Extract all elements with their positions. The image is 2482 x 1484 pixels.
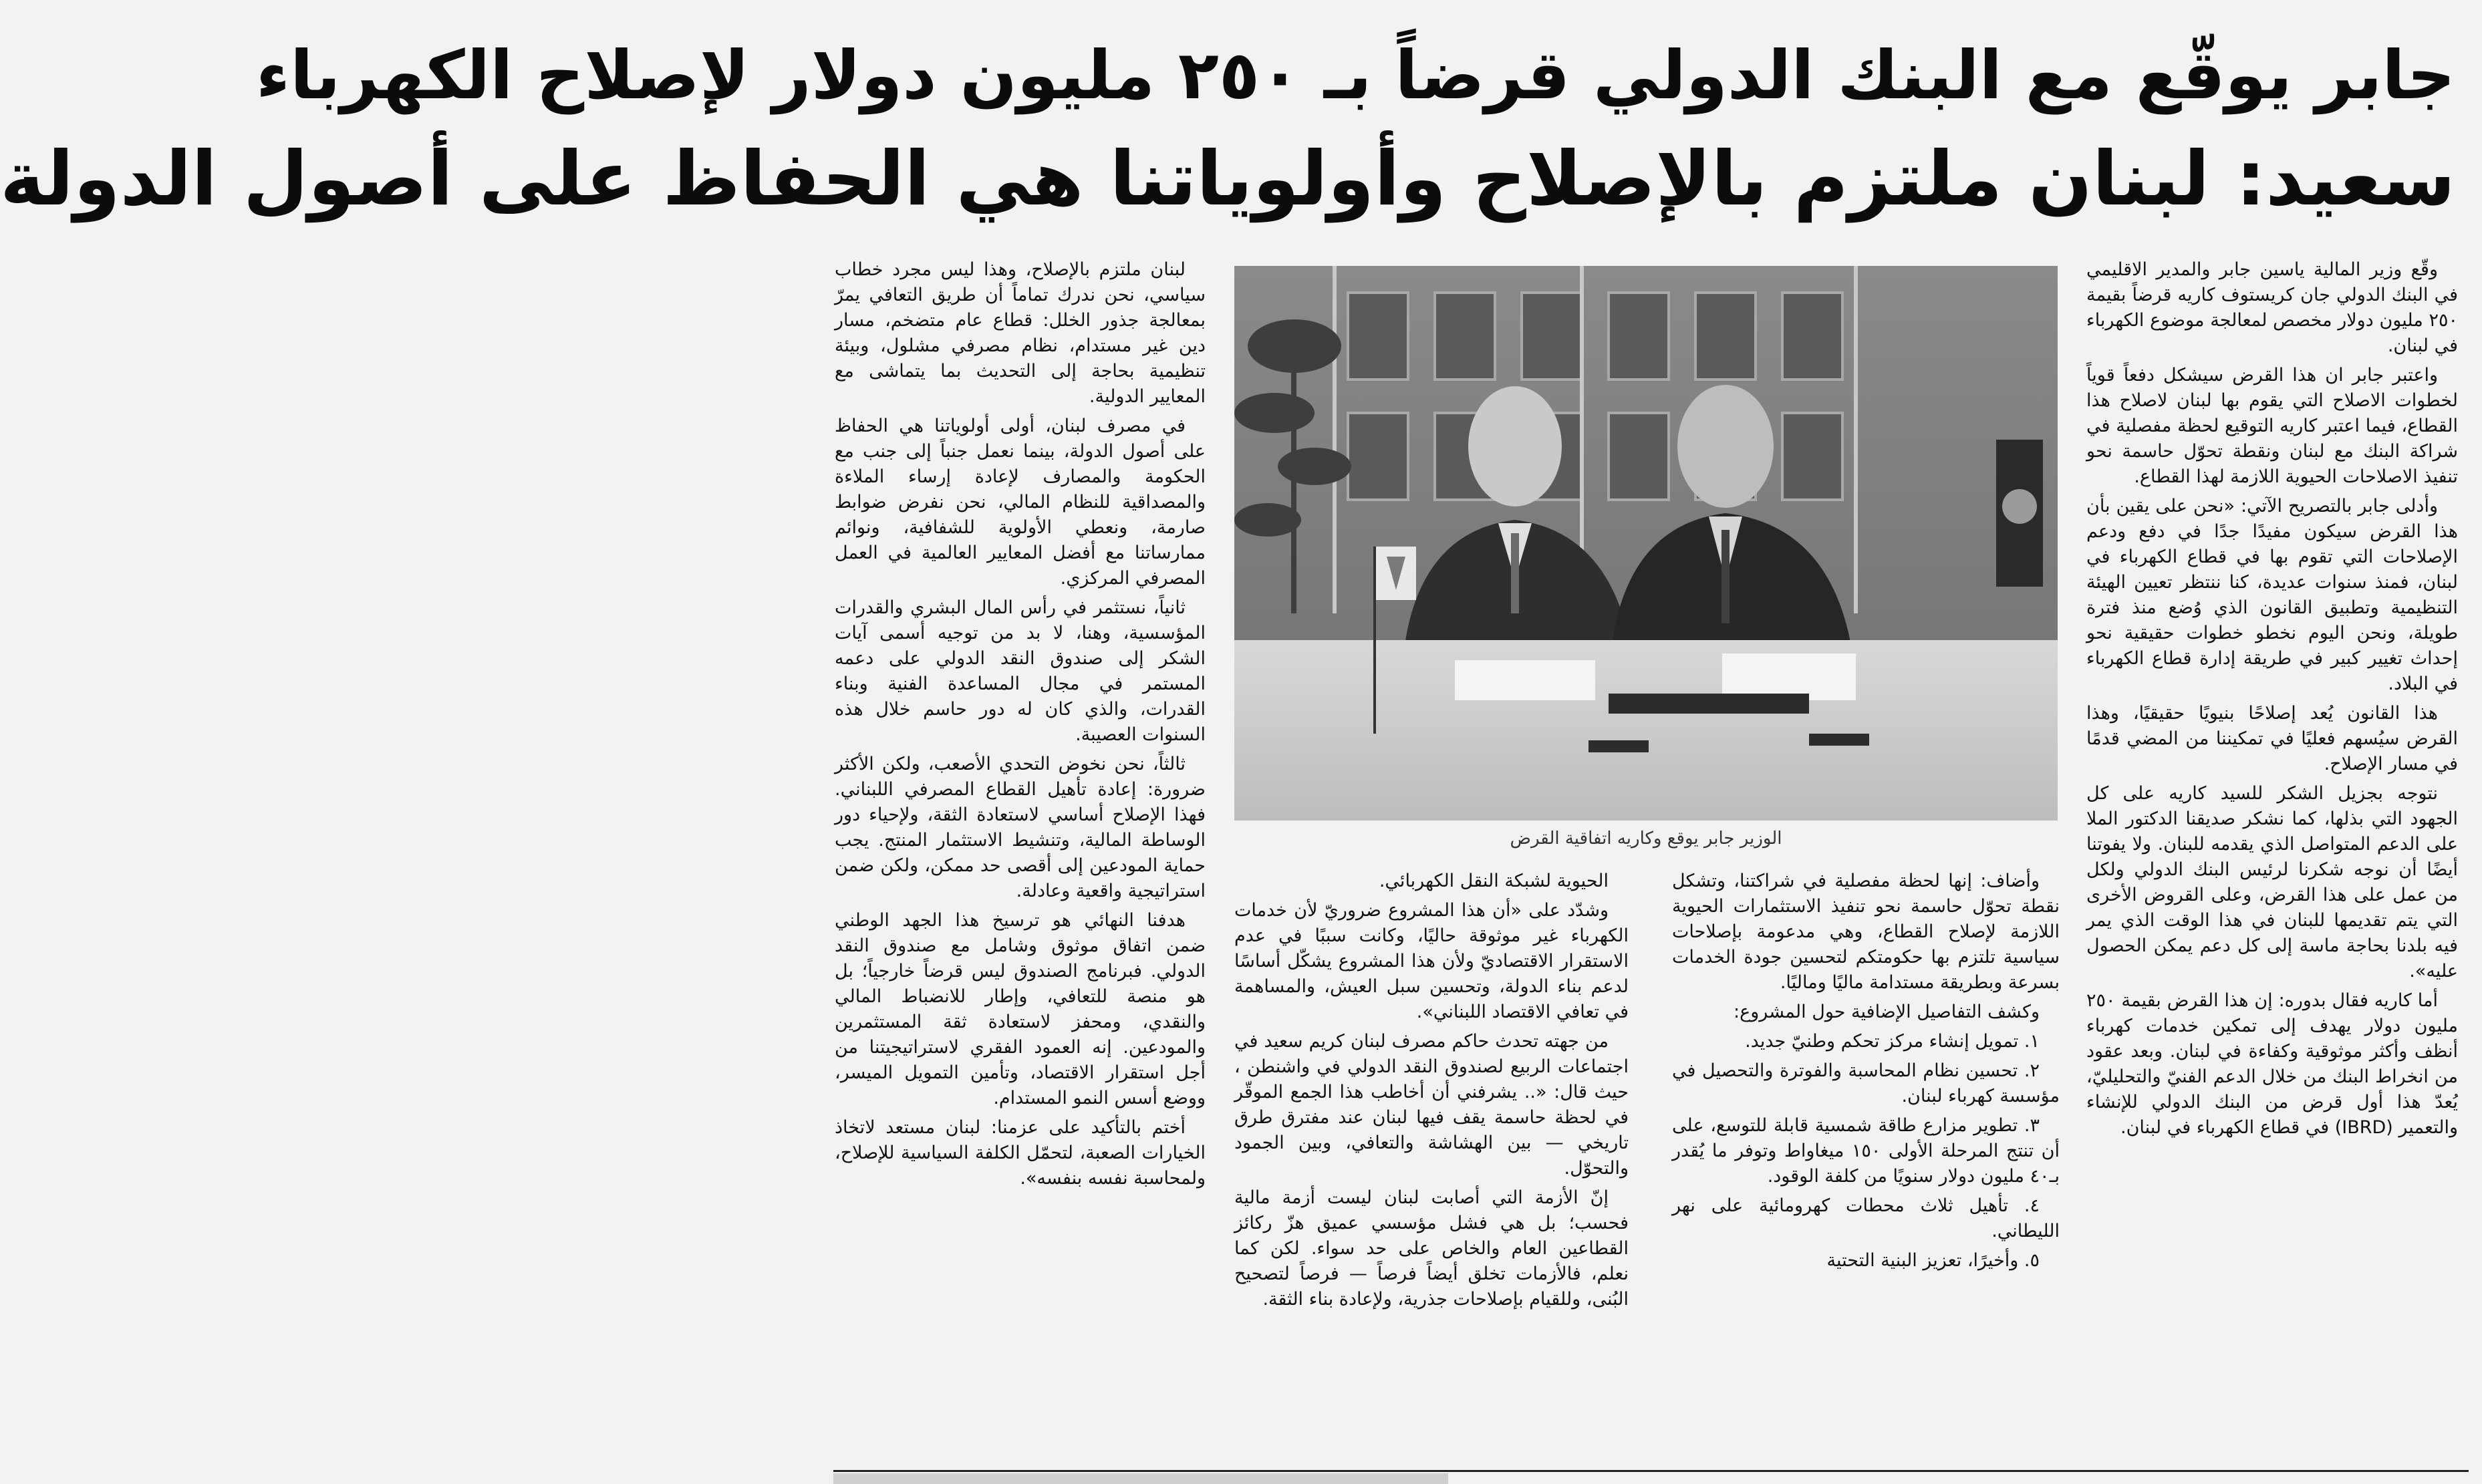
signing-ceremony-photo (1234, 266, 2058, 821)
paragraph: هدفنا النهائي هو ترسيخ هذا الجهد الوطني ضمن اتفاق موثوق وشامل مع صندوق النقد الدولي. فبرنامج الصندوق ليس قرضاً خارجياً؛ بل هو منصة للتعافي، وإطار للانضباط المالي والنقدي، ومحفز لاستعادة ثقة المستثمرين والمودعين. إنه العمود الفقري لاستراتيجيتنا من أجل استقرار الاقتصاد، وتأمين التمويل الميسر، ووضع أسس النمو المستدام. (835, 910, 1206, 1108)
list-item: ٥. وأخيرًا، تعزيز البنية التحتية (1826, 1250, 2040, 1271)
list-item: ٣. تطوير مزارع طاقة شمسية قابلة للتوسع، على أن تنتج المرحلة الأولى ١٥٠ ميغاواط وتوفر ما يُقدر بـ٤٠ مليون دولار سنويًا من كلفة الوقود. (1672, 1115, 2060, 1187)
paragraph: ثانياً، نستثمر في رأس المال البشري والقدرات المؤسسية، وهنا، لا بد من توجيه أسمى آيات الشكر إلى صندوق النقد الدولي على دعمه المستمر في مجال المساعدة الفنية وبناء القدرات، والذي كان له دور حاسم خلال هذه السنوات العصيبة. (835, 597, 1206, 745)
paragraph: لبنان ملتزم بالإصلاح، وهذا ليس مجرد خطاب سياسي، نحن ندرك تماماً أن طريق التعافي يمرّ بمعالجة جذور الخلل: قطاع عام متضخم، مسار دين غير مستدام، نظام مصرفي مشلول، وبيئة تنظيمية بحاجة إلى التحديث بما يتماشى مع المعايير الدولية. (835, 259, 1206, 407)
paragraph: الحيوية لشبكة النقل الكهربائي. (1379, 871, 1609, 891)
paragraph: أختم بالتأكيد على عزمنا: لبنان مستعد لاتخاذ الخيارات الصعبة، لتحمّل الكلفة السياسية للإصلاح، ولمحاسبة نفسه بنفسه». (835, 1117, 1206, 1189)
article-column-left (835, 257, 1206, 1453)
list-item: ١. تمويل إنشاء مركز تحكم وطنيّ جديد. (1745, 1031, 2040, 1052)
paragraph: وأضاف: إنها لحظة مفصلية في شراكتنا، وتشكل نقطة تحوّل حاسمة نحو تنفيذ الاستثمارات الحيوية اللازمة لإصلاح القطاع، وهي مدعومة بإصلاحات سياسية تلتزم بها حكومتكم لتحسين جودة الخدمات بسرعة وبطريقة مستدامة ماليًا وماليًا. (1672, 871, 2060, 993)
paragraph: واعتبر جابر ان هذا القرض سيشكل دفعاً قوياً لخطوات الاصلاح التي يقوم بها لبنان لاصلاح هذا القطاع، فيما اعتبر كاريه التوقيع لحظة مفصلية في شراكة البنك مع لبنان ونقطة تحوّل حاسمة نحو تنفيذ الاصلاحات الحيوية اللازمة لهذا القطاع. (2086, 365, 2458, 487)
paragraph: إنّ الأزمة التي أصابت لبنان ليست أزمة مالية فحسب؛ بل هي فشل مؤسسي عميق هزّ ركائز القطاعين العام والخاص على حد سواء. لكن كما نعلم، فالأزمات تخلق أيضاً فرصاً — فرصاً لتصحيح البُنى، وللقيام بإصلاحات جذرية، ولإعادة بناء الثقة. (1234, 1187, 1629, 1310)
news-photo (1234, 266, 2058, 821)
photo-caption: الوزير جابر يوقع وكاريه اتفاقية القرض (1510, 829, 1782, 849)
article-column-middle-left (1234, 869, 1629, 1453)
paragraph: وقّع وزير المالية ياسين جابر والمدير الاقليمي في البنك الدولي جان كريستوف كاريه قرضاً بقيمة ٢٥٠ مليون دولار مخصص لمعالجة موضوع الكهرباء في لبنان. (2086, 259, 2458, 356)
paragraph: وشدّد على «أن هذا المشروع ضروريّ لأن خدمات الكهرباء غير موثوقة حاليًا، وكانت سببًا في عدم الاستقرار الاقتصاديّ ولأن هذا المشروع يشكّل أساسًا لدعم بناء الدولة، وتحسين سبل العيش، والمساهمة في تعافي الاقتصاد اللبناني». (1234, 900, 1629, 1022)
bottom-divider (833, 1470, 2469, 1472)
headline-sub: سعيد: لبنان ملتزم بالإصلاح وأولوياتنا هي الحفاظ على أصول الدولة (0, 136, 2455, 222)
article-column-middle-right (1672, 869, 2060, 1453)
paragraph: نتوجه بجزيل الشكر للسيد كاريه على كل الجهود التي بذلها، كما نشكر صديقنا الدكتور الملا على الدعم المتواصل الذي يقدمه للبنان. ولا يفوتنا أيضًا أن نوجه شكرنا لرئيس البنك الدولي ولكل من عمل على هذا القرض، وعلى القروض الأخرى التي يتم تقديمها للبنان في هذا الوقت الذي يمر فيه بلدنا بحاجة ماسة إلى كل دعم يمكن الحصول عليه». (2086, 783, 2458, 982)
paragraph: ثالثاً، نحن نخوض التحدي الأصعب، ولكن الأكثر ضرورة: إعادة تأهيل القطاع المصرفي اللبناني. فهذا الإصلاح أساسي لاستعادة الثقة، ولإحياء دور الوساطة المالية، وتنشيط الاستثمار المنتج. يجب حماية المودعين إلى أقصى حد ممكن، ولكن ضمن استراتيجية واقعية وعادلة. (835, 754, 1206, 901)
list-item: ٤. تأهيل ثلاث محطات كهرومائية على نهر الليطاني. (1672, 1195, 2060, 1241)
bottom-bar (833, 1473, 1448, 1484)
paragraph: في مصرف لبنان، أولى أولوياتنا هي الحفاظ على أصول الدولة، بينما نعمل جنباً إلى جنب مع الحكومة والمصارف لإعادة إرساء الملاءة والمصداقية للنظام المالي، نحن نفرض ضوابط صارمة، ونعطي الأولوية للشفافية، ونوائم ممارساتنا مع أفضل المعايير العالمية في العمل المصرفي المركزي. (835, 416, 1206, 589)
paragraph: وكشف التفاصيل الإضافية حول المشروع: (1734, 1002, 2040, 1022)
paragraph: وأدلى جابر بالتصريح الآتي: «نحن على يقين بأن هذا القرض سيكون مفيدًا جدًا في دفع ودعم الإصلاحات التي تقوم بها في قطاع الكهرباء في لبنان، فمنذ سنوات عديدة، كنا ننتظر تعيين الهيئة التنظيمية وتطبيق القانون الذي وُضع منذ فترة طويلة، ونحن اليوم نخطو خطوات حقيقية نحو إحداث تغيير كبير في طريقة إدارة قطاع الكهرباء في البلاد. (2086, 496, 2458, 694)
list-item: ٢. تحسين نظام المحاسبة والفوترة والتحصيل في مؤسسة كهرباء لبنان. (1672, 1060, 2060, 1106)
paragraph: هذا القانون يُعد إصلاحًا بنيويًا حقيقيًا، وهذا القرض سيُسهم فعليًا في تمكيننا من المضي قدمًا في مسار الإصلاح. (2086, 703, 2458, 774)
paragraph: أما كاريه فقال بدوره: إن هذا القرض بقيمة ٢٥٠ مليون دولار يهدف إلى تمكين خدمات كهرباء أنظف وأكثر موثوقية وكفاءة في لبنان. وبعد عقود من انخراط البنك من خلال الدعم الفنيّ والتحليليّ، يُعدّ هذا أول قرض من البنك الدولي للإنشاء والتعمير (IBRD) في قطاع الكهرباء في لبنان. (2086, 990, 2458, 1138)
article-column-right (2086, 257, 2458, 1453)
headline-main: جابر يوقّع مع البنك الدولي قرضاً بـ ٢٥٠ مليون دولار لإصلاح الكهرباء (256, 36, 2455, 114)
paragraph: من جهته تحدث حاكم مصرف لبنان كريم سعيد في اجتماعات الربيع لصندوق النقد الدولي في واشنطن ، حيث قال: «.. يشرفني أن أخاطب هذا الجمع الموقّر في لحظة حاسمة يقف فيها لبنان عند مفترق طرق تاريخي — بين الهشاشة والتعافي، وبين الجمود والتحوّل. (1234, 1031, 1629, 1179)
